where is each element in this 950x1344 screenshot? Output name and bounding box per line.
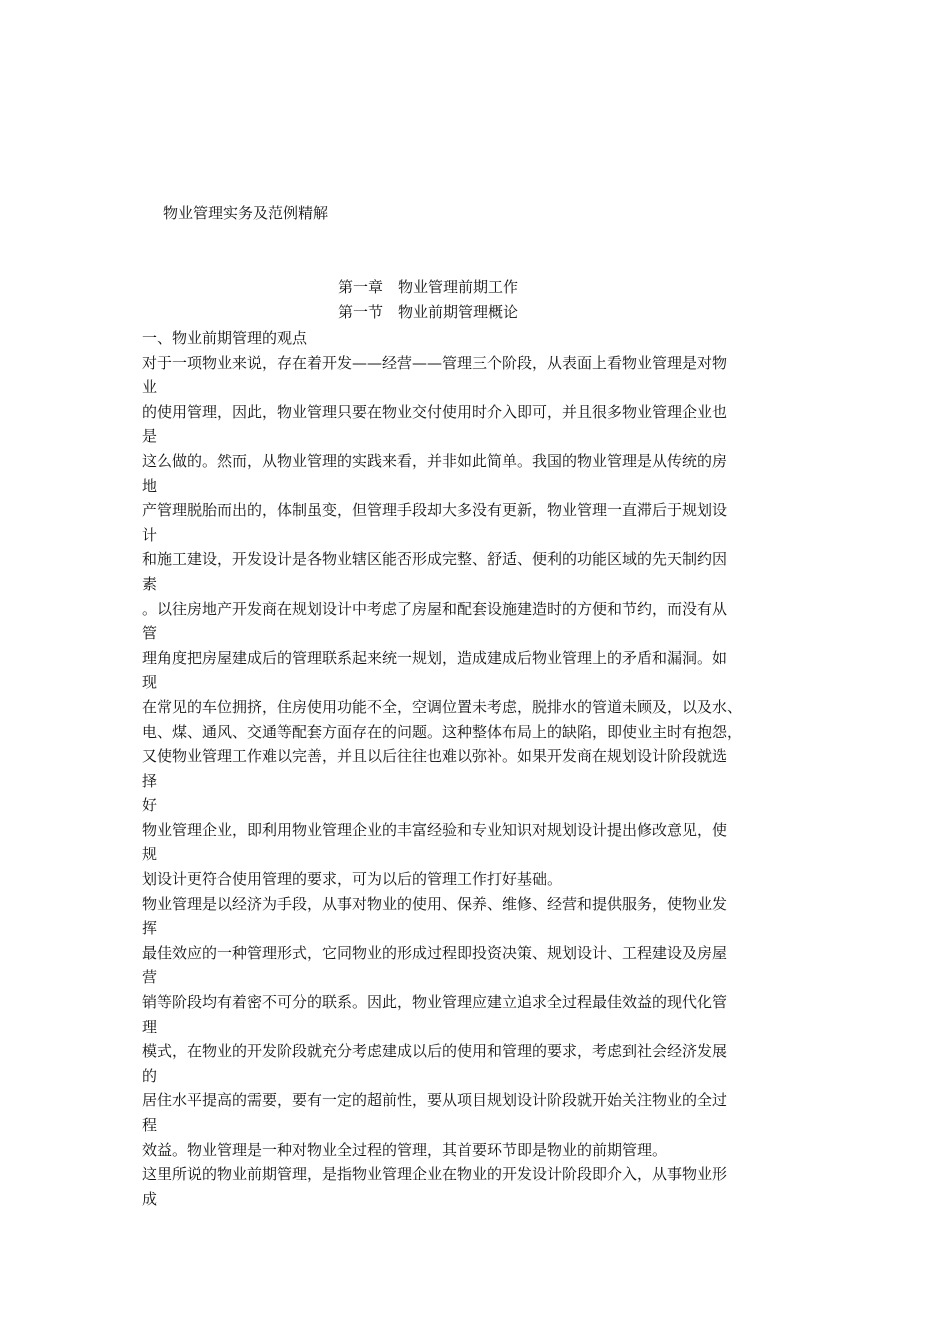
text-line: 居住水平提高的需要，要有一定的超前性，要从项目规划设计阶段就开始关注物业的全过 [142, 1091, 728, 1110]
text-line: 电、煤、通风、交通等配套方面存在的问题。这种整体布局上的缺陷，即使业主时有抱怨， [142, 722, 743, 741]
text-line: 在常见的车位拥挤，住房使用功能不全，空调位置未考虑，脱排水的管道未顾及，以及水、 [142, 697, 743, 716]
text-line: 这么做的。然而，从物业管理的实践来看，并非如此简单。我国的物业管理是从传统的房 [142, 451, 728, 470]
text-line: 。以往房地产开发商在规划设计中考虑了房屋和配套设施建造时的方便和节约，而没有从 [142, 599, 728, 618]
text-line: 是 [142, 427, 158, 446]
text-line: 规 [142, 845, 158, 864]
text-line: 成 [142, 1189, 158, 1208]
text-line: 物业管理企业，即利用物业管理企业的丰富经验和专业知识对规划设计提出修改意见，使 [142, 820, 728, 839]
text-line: 又使物业管理工作难以完善，并且以后往往也难以弥补。如果开发商在规划设计阶段就选 [142, 747, 728, 766]
section-heading: 第一节 物业前期管理概论 [338, 303, 519, 321]
document-title: 物业管理实务及范例精解 [163, 204, 329, 222]
text-line: 管 [142, 624, 158, 643]
text-line: 择 [142, 771, 158, 790]
text-line: 地 [142, 476, 158, 495]
text-line: 产管理脱胎而出的，体制虽变，但管理手段却大多没有更新，物业管理一直滞后于规划设 [142, 501, 728, 520]
text-line: 物业管理是以经济为手段，从事对物业的使用、保养、维修、经营和提供服务，使物业发 [142, 894, 728, 913]
text-line: 划设计更符合使用管理的要求，可为以后的管理工作打好基础。 [142, 870, 563, 889]
body-text [142, 326, 812, 1211]
text-line: 一、物业前期管理的观点 [142, 329, 308, 347]
text-line: 对于一项物业来说，存在着开发——经营——管理三个阶段，从表面上看物业管理是对物 [142, 353, 728, 372]
text-line: 好 [142, 796, 158, 815]
text-line: 挥 [142, 919, 158, 938]
text-line: 计 [142, 525, 158, 544]
text-line: 现 [142, 673, 158, 692]
text-line: 理 [142, 1017, 158, 1036]
chapter-heading: 第一章 物业管理前期工作 [338, 278, 519, 296]
text-line: 模式，在物业的开发阶段就充分考虑建成以后的使用和管理的要求，考虑到社会经济发展 [142, 1042, 728, 1061]
text-line: 的 [142, 1066, 158, 1085]
text-line: 效益。物业管理是一种对物业全过程的管理，其首要环节即是物业的前期管理。 [142, 1140, 668, 1159]
text-line: 和施工建设，开发设计是各物业辖区能否形成完整、舒适、便利的功能区域的先天制约因 [142, 550, 728, 569]
text-line: 最佳效应的一种管理形式，它同物业的形成过程即投资决策、规划设计、工程建设及房屋 [142, 943, 728, 962]
text-line: 程 [142, 1116, 158, 1134]
text-line: 素 [142, 574, 158, 593]
text-line: 营 [142, 968, 158, 987]
text-line: 业 [142, 378, 158, 397]
text-line: 理角度把房屋建成后的管理联系起来统一规划，造成建成后物业管理上的矛盾和漏洞。如 [142, 648, 728, 667]
text-line: 的使用管理，因此，物业管理只要在物业交付使用时介入即可，并且很多物业管理企业也 [142, 402, 728, 421]
text-line: 销等阶段均有着密不可分的联系。因此，物业管理应建立追求全过程最佳效益的现代化管 [142, 993, 728, 1012]
text-line: 这里所说的物业前期管理，是指物业管理企业在物业的开发设计阶段即介入，从事物业形 [142, 1165, 728, 1184]
